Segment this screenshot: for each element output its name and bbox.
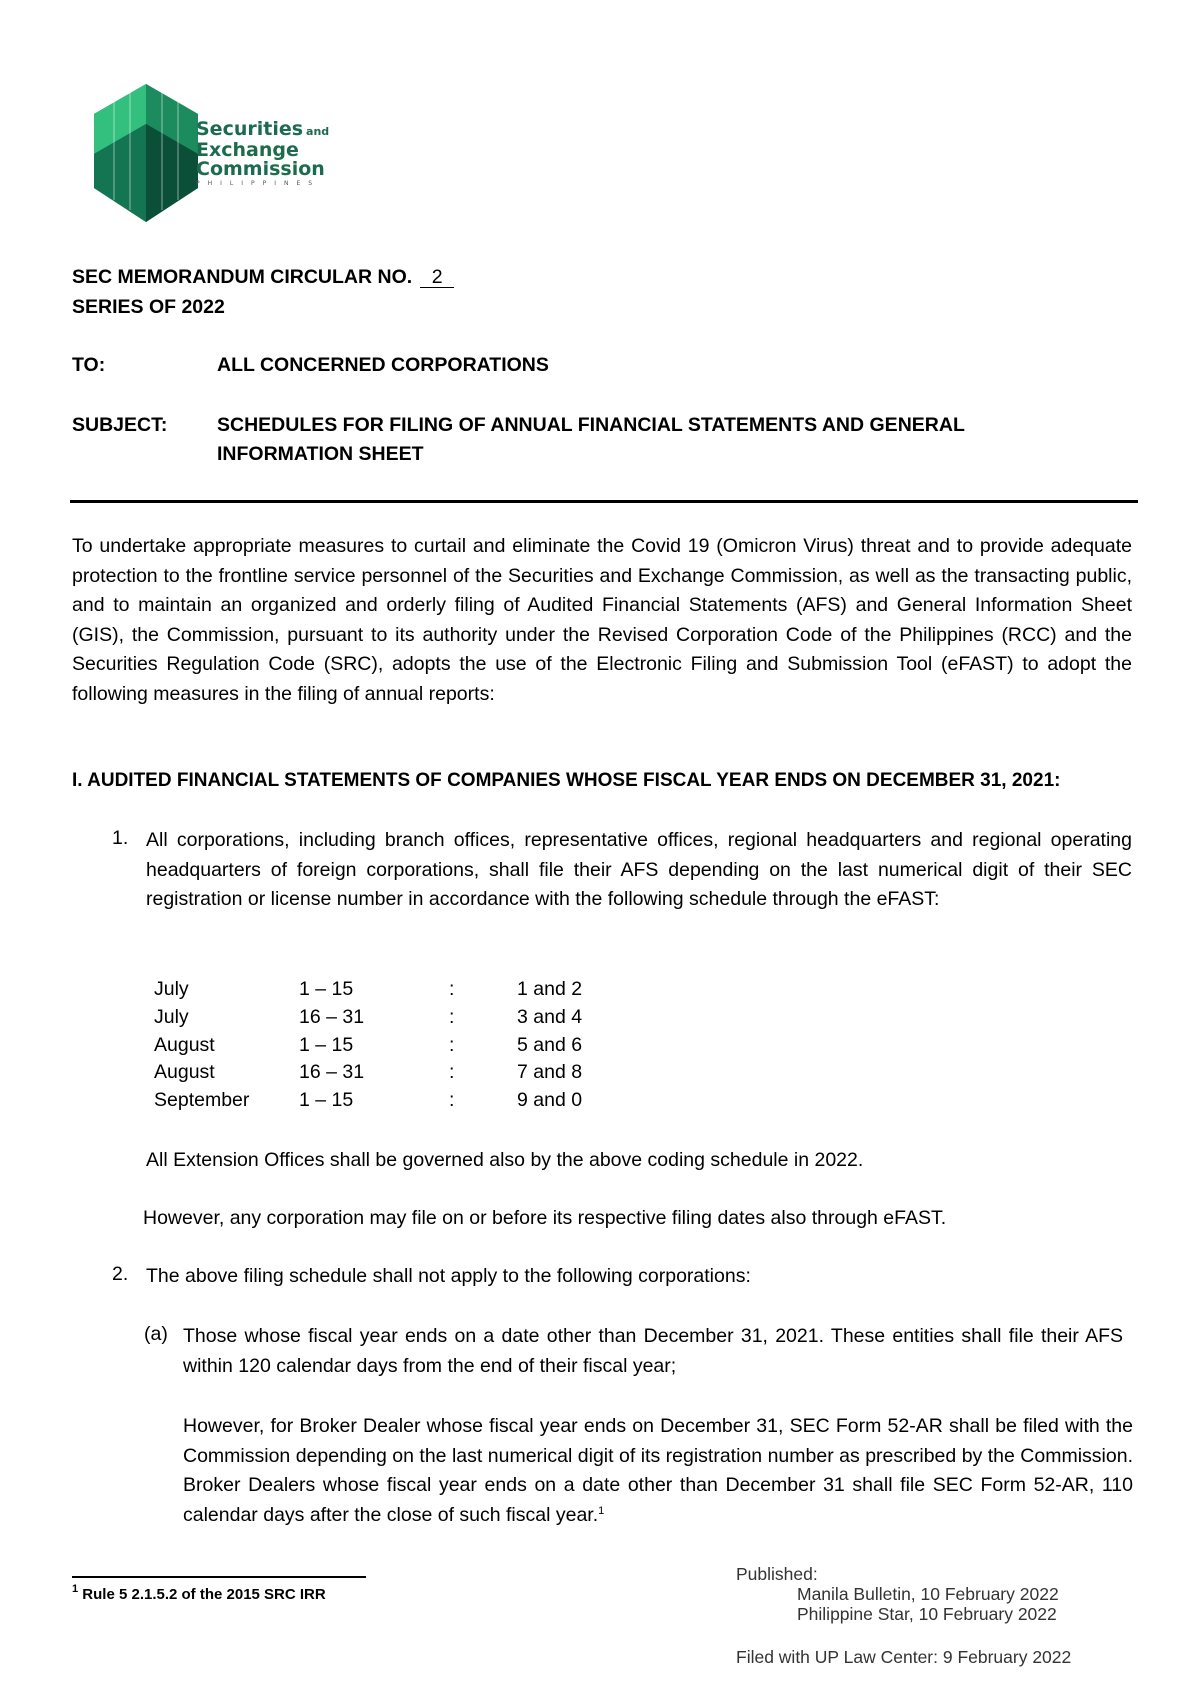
broker-dealer-text: However, for Broker Dealer whose fiscal year ends on December 31, SEC Form 52-AR shall be filed with the Commission depending on the last numerical digit of its registration number as prescribed by the Commission. Broker Dealers whose fiscal year ends on a date other than December 31 shall file SEC Form 52-AR, 110 calendar days after the close of such fiscal year. [183, 1415, 1133, 1526]
published-label: Published: [736, 1564, 818, 1584]
schedule-row [154, 1004, 582, 1032]
subject-line1: SCHEDULES FOR FILING OF ANNUAL FINANCIAL STATEMENTS AND GENERAL [217, 414, 965, 436]
schedule-digits: 9 and 0 [517, 1089, 583, 1112]
intro-paragraph: To undertake appropriate measures to curtail and eliminate the Covid 19 (Omicron Virus) threat and to provide adequate protection to the frontline service personnel of the Securities and Exchange Commission, as well as the transacting public, and to maintain an organized and orderly filing of Audited Financial Statements (AFS) and General Information Sheet (GIS), the Commission, pursuant to its authority under the Revised Corporation Code of the Philippines (RCC) and the Securities Regulation Code (SRC), adopts the use of the Electronic Filing and Submission Tool (eFAST) to adopt the following measures in the filing of annual reports: [72, 535, 1132, 705]
schedule-row [154, 1059, 582, 1087]
published-paper2: Philippine Star, 10 February 2022 [797, 1604, 1057, 1624]
circular-label: SEC MEMORANDUM CIRCULAR NO. [72, 266, 413, 288]
schedule-digits: 7 and 8 [517, 1061, 583, 1084]
schedule-digits: 5 and 6 [517, 1033, 583, 1056]
schedule-separator: : [449, 1005, 455, 1028]
schedule-separator: : [449, 1033, 455, 1056]
subject-line2: INFORMATION SHEET [217, 443, 424, 465]
item1-number: 1. [112, 827, 129, 849]
schedule-separator: : [449, 1061, 455, 1084]
series-line: SERIES OF 2022 [72, 296, 225, 318]
schedule-row [154, 1032, 582, 1060]
schedule-month: August [154, 1061, 215, 1084]
schedule-separator: : [449, 978, 455, 1000]
to-value: ALL CONCERNED CORPORATIONS [217, 354, 549, 376]
sec-logo-wordmark [196, 120, 329, 189]
broker-dealer-paragraph [183, 1412, 1133, 1530]
filed-with-up-law-center: Filed with UP Law Center: 9 February 2022 [736, 1647, 1072, 1667]
circular-number-line [72, 266, 454, 289]
schedule-month: July [154, 1005, 189, 1028]
schedule-days: 1 – 15 [299, 978, 354, 1000]
subject-label: SUBJECT: [72, 414, 168, 436]
item2a-text: Those whose fiscal year ends on a date other than December 31, 2021. These entities shall file their AFS within 120 calendar days from the end of their fiscal year; [183, 1325, 1123, 1377]
schedule-days: 16 – 31 [299, 1005, 365, 1028]
schedule-row [154, 1087, 582, 1115]
schedule-days: 1 – 15 [299, 1033, 354, 1056]
logo-line1-suffix: and [306, 125, 330, 138]
section1-heading: I. AUDITED FINANCIAL STATEMENTS OF COMPANIES WHOSE FISCAL YEAR ENDS ON DECEMBER 31, 2021: [72, 770, 1061, 791]
logo-line4: PHILIPPINES [196, 180, 321, 187]
filing-schedule-table [154, 976, 582, 1115]
however-note: However, any corporation may file on or before its respective filing dates also through eFAST. [143, 1207, 947, 1229]
schedule-digits: 1 and 2 [517, 978, 583, 1000]
item1-text: All corporations, including branch offices, representative offices, regional headquarters and regional operating headquarters of foreign corporations, shall file their AFS depending on the last numerical digit of their SEC registration or license number in accordance with the following schedule through the eFAST: [146, 829, 1132, 911]
logo-line3: Commission [196, 158, 325, 180]
item2a-label: (a) [144, 1323, 168, 1345]
schedule-digits: 3 and 4 [517, 1005, 583, 1028]
logo-line2: Exchange [196, 139, 299, 161]
schedule-days: 1 – 15 [299, 1089, 354, 1112]
header-divider [70, 500, 1138, 503]
item2-text: The above filing schedule shall not apply to the following corporations: [146, 1265, 751, 1287]
extension-note: All Extension Offices shall be governed also by the above coding schedule in 2022. [146, 1149, 864, 1171]
schedule-month: August [154, 1033, 215, 1056]
to-label: TO: [72, 354, 106, 376]
item2-number: 2. [112, 1263, 129, 1285]
schedule-month: September [154, 1089, 250, 1112]
circular-number: 2 [420, 267, 454, 288]
footnote-text: Rule 5 2.1.5.2 of the 2015 SRC IRR [82, 1586, 326, 1603]
footnote-divider [72, 1576, 366, 1578]
schedule-separator: : [449, 1089, 455, 1112]
published-paper1: Manila Bulletin, 10 February 2022 [797, 1584, 1059, 1604]
footnote-reference: 1 [598, 1504, 605, 1517]
schedule-days: 16 – 31 [299, 1061, 365, 1084]
sec-logo-emblem-icon [94, 84, 204, 224]
schedule-row [154, 976, 582, 1004]
schedule-month: July [154, 978, 189, 1000]
footnote [72, 1583, 326, 1603]
footnote-marker: 1 [72, 1583, 79, 1595]
logo-line1: Securities [196, 118, 304, 140]
